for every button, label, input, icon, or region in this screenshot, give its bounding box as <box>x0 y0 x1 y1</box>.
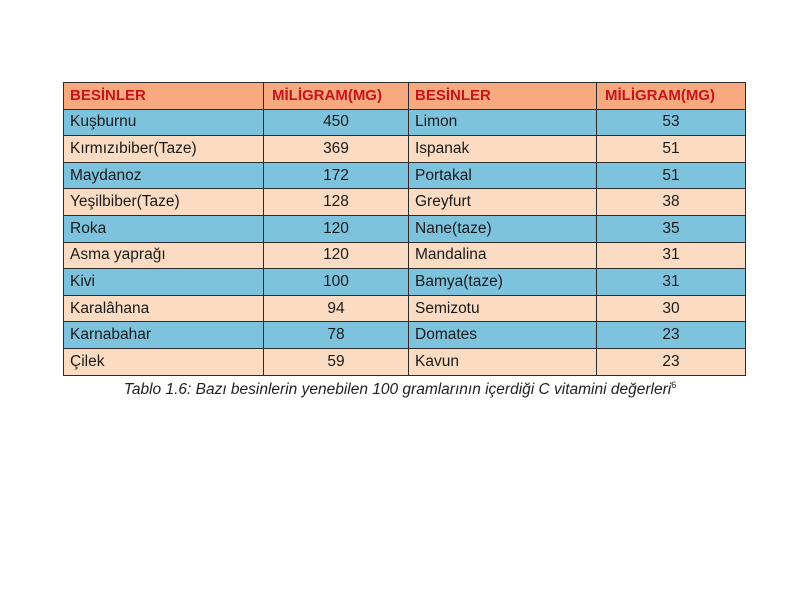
header-mg-1: MİLİGRAM(MG) <box>264 83 409 110</box>
mg-value-left: 172 <box>264 162 409 189</box>
food-name-left: Kırmızıbiber(Taze) <box>64 136 264 163</box>
header-food-2: BESİNLER <box>409 83 597 110</box>
table-row <box>64 322 746 349</box>
mg-value-left: 120 <box>264 242 409 269</box>
mg-value-right: 23 <box>597 348 746 375</box>
food-name-left: Karalâhana <box>64 295 264 322</box>
food-name-right: Ispanak <box>409 136 597 163</box>
mg-value-right: 31 <box>597 269 746 296</box>
food-name-left: Maydanoz <box>64 162 264 189</box>
mg-value-right: 30 <box>597 295 746 322</box>
mg-value-right: 31 <box>597 242 746 269</box>
mg-value-left: 369 <box>264 136 409 163</box>
table-row <box>64 348 746 375</box>
food-name-left: Kuşburnu <box>64 109 264 136</box>
table-row <box>64 162 746 189</box>
food-name-right: Nane(taze) <box>409 215 597 242</box>
table-caption <box>0 380 800 399</box>
food-name-right: Bamya(taze) <box>409 269 597 296</box>
mg-value-left: 120 <box>264 215 409 242</box>
header-food-1: BESİNLER <box>64 83 264 110</box>
mg-value-right: 51 <box>597 136 746 163</box>
table-row <box>64 136 746 163</box>
food-name-left: Çilek <box>64 348 264 375</box>
vitamin-c-table <box>63 82 746 376</box>
mg-value-left: 78 <box>264 322 409 349</box>
table-row <box>64 269 746 296</box>
food-name-left: Kivi <box>64 269 264 296</box>
table-header-row <box>64 83 746 110</box>
mg-value-right: 53 <box>597 109 746 136</box>
header-mg-2: MİLİGRAM(MG) <box>597 83 746 110</box>
food-name-right: Domates <box>409 322 597 349</box>
table-body <box>64 109 746 375</box>
table-row <box>64 189 746 216</box>
food-name-left: Roka <box>64 215 264 242</box>
food-name-left: Karnabahar <box>64 322 264 349</box>
food-name-right: Semizotu <box>409 295 597 322</box>
vitamin-c-table-container <box>63 82 745 376</box>
mg-value-right: 35 <box>597 215 746 242</box>
mg-value-right: 38 <box>597 189 746 216</box>
food-name-left: Yeşilbiber(Taze) <box>64 189 264 216</box>
mg-value-left: 128 <box>264 189 409 216</box>
food-name-right: Kavun <box>409 348 597 375</box>
mg-value-left: 94 <box>264 295 409 322</box>
mg-value-right: 23 <box>597 322 746 349</box>
caption-text: Tablo 1.6: Bazı besinlerin yenebilen 100 gramlarının içerdiği C vitamini değerleri <box>123 381 672 399</box>
table-row <box>64 295 746 322</box>
table-row <box>64 109 746 136</box>
mg-value-left: 450 <box>264 109 409 136</box>
food-name-left: Asma yaprağı <box>64 242 264 269</box>
mg-value-left: 59 <box>264 348 409 375</box>
food-name-right: Portakal <box>409 162 597 189</box>
mg-value-right: 51 <box>597 162 746 189</box>
mg-value-left: 100 <box>264 269 409 296</box>
table-row <box>64 242 746 269</box>
caption-footnote: 6 <box>671 380 677 390</box>
food-name-right: Limon <box>409 109 597 136</box>
food-name-right: Mandalina <box>409 242 597 269</box>
food-name-right: Greyfurt <box>409 189 597 216</box>
table-row <box>64 215 746 242</box>
